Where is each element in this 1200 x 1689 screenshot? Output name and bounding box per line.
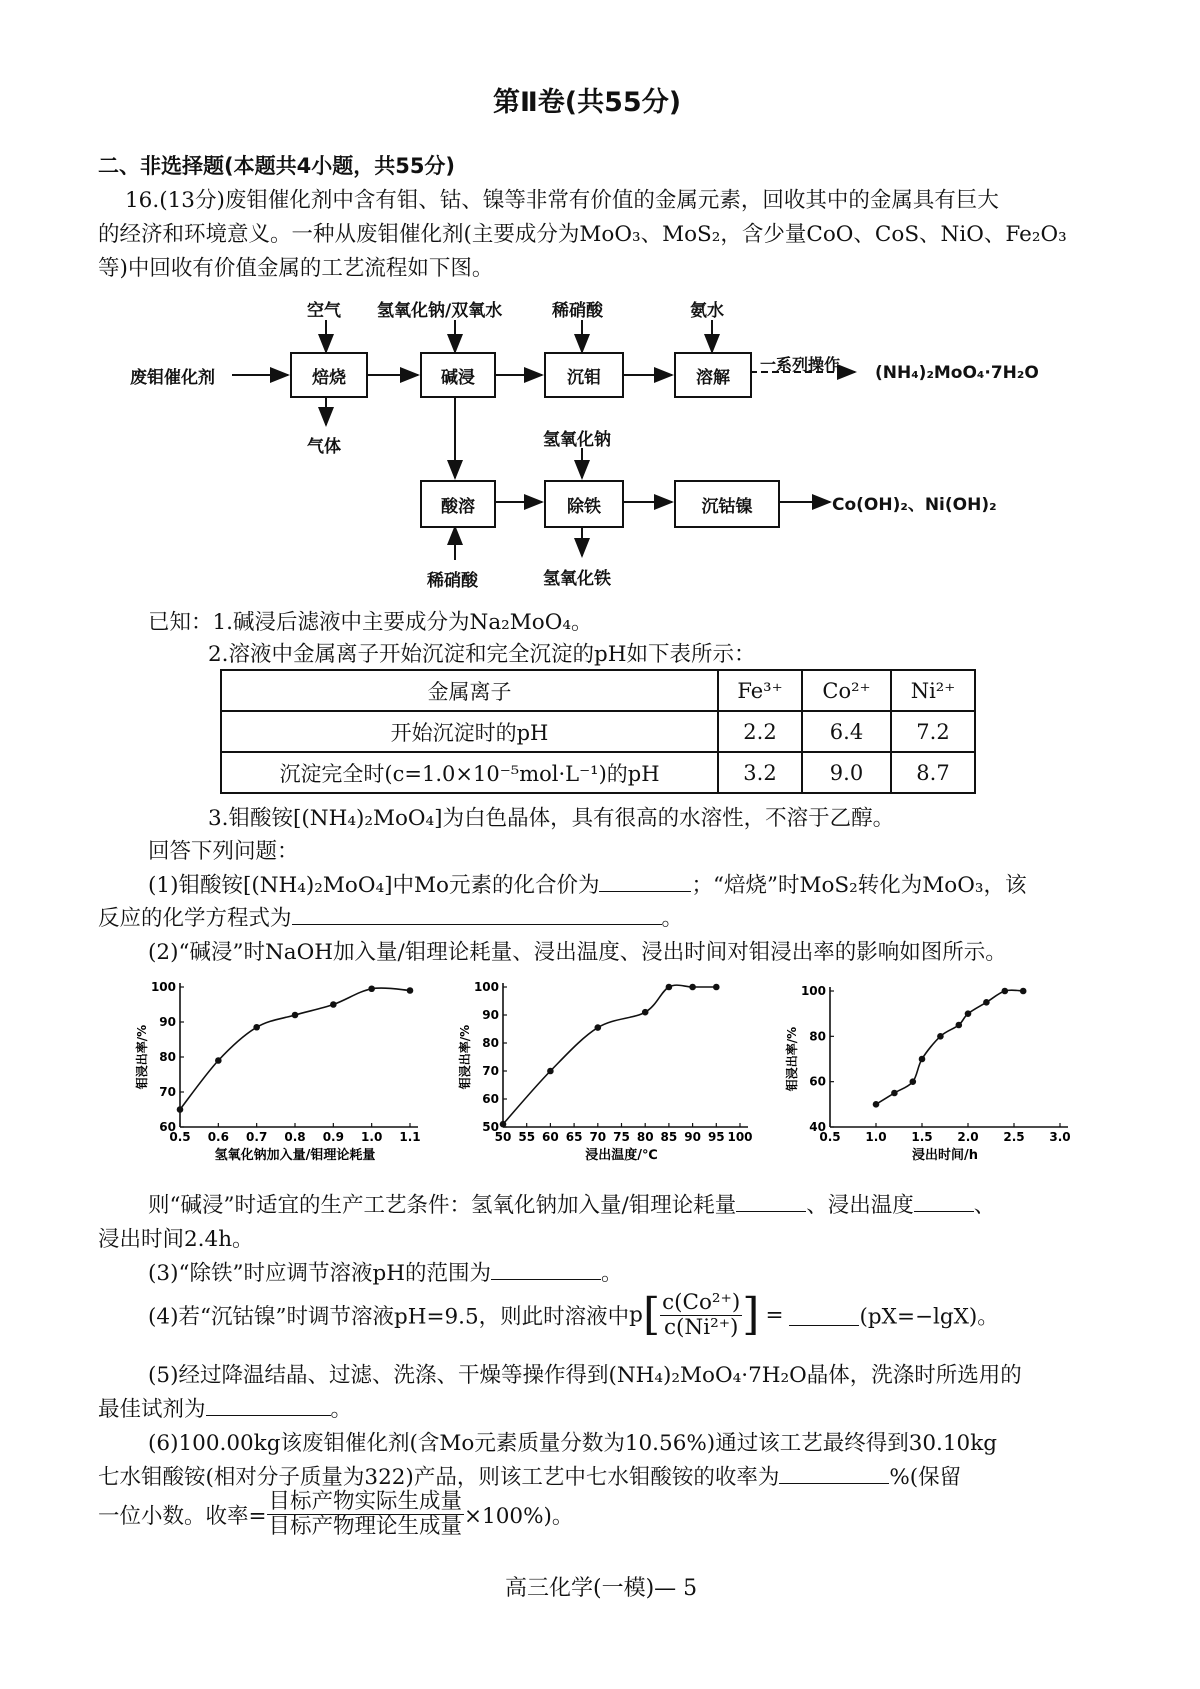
flow-box-alkali: 碱浸: [420, 352, 496, 398]
x-tick-label: 0.7: [246, 1130, 268, 1144]
data-point: [292, 1012, 299, 1019]
data-point: [910, 1078, 917, 1085]
question-3: [148, 1256, 622, 1287]
known-3: 3.钼酸铵[(NH₄)₂MoO₄]为白色晶体，具有很高的水溶性，不溶于乙醇。: [208, 806, 895, 831]
intro-line-2: 的经济和环境意义。一种从废钼催化剂(主要成分为MoO₃、MoS₂，含少量CoO、CoS、NiO、Fe₂O₃: [98, 222, 1067, 247]
q1-text-a: (1)钼酸铵[(NH₄)₂MoO₄]中Mo元素的化合价为: [148, 873, 600, 898]
flow-input: 废钼催化剂: [130, 368, 215, 388]
flow-product-coni: Co(OH)₂、Ni(OH)₂: [832, 495, 997, 515]
flow-naoh: 氢氧化钠: [543, 430, 611, 450]
x-tick-label: 3.0: [1049, 1130, 1071, 1144]
table-header-fe: Fe³⁺: [718, 670, 802, 711]
flow-naoh-h2o2: 氢氧化钠/双氧水: [377, 301, 503, 321]
table-header-ni: Ni²⁺: [891, 670, 975, 711]
x-tick-label: 1.1: [399, 1130, 421, 1144]
x-tick-label: 65: [565, 1130, 583, 1144]
x-axis-label: 氢氧化钠加入量/钼理论耗量: [214, 1148, 376, 1163]
y-axis-label: 钼浸出率/%: [785, 1026, 799, 1092]
question-6-line-3: [98, 1490, 573, 1539]
answer-blank-q1-valence[interactable]: [599, 871, 691, 892]
intro-line-3: 等)中回收有价值金属的工艺流程如下图。: [98, 256, 494, 281]
q1-text-b: ；“焙烧”时MoS₂转化为MoO₃，该: [691, 873, 1027, 898]
q3-text-b: 。: [600, 1261, 623, 1286]
x-tick-label: 80: [636, 1130, 654, 1144]
answer-prompt: 回答下列问题：: [148, 839, 299, 864]
question-1-line-2: [98, 901, 683, 932]
x-tick-label: 1.0: [865, 1130, 887, 1144]
q2-text-c: 、浸出温度: [806, 1193, 914, 1218]
leaching-charts: [0, 975, 1200, 1175]
y-tick-label: 90: [482, 1008, 499, 1022]
chart-temperature: [457, 980, 753, 1163]
table-cell: 沉淀完全时(c=1.0×10⁻⁵mol·L⁻¹)的pH: [221, 752, 718, 793]
data-point: [407, 987, 414, 994]
flow-box-mo-ppt: 沉钼: [544, 352, 624, 398]
series-line: [876, 990, 1023, 1104]
x-tick-label: 1.5: [911, 1130, 933, 1144]
data-point: [937, 1033, 944, 1040]
q2-text-b: 则“碱浸”时适宜的生产工艺条件：氢氧化钠加入量/钼理论耗量: [148, 1193, 737, 1218]
x-tick-label: 2.5: [1003, 1130, 1025, 1144]
y-tick-label: 50: [482, 1120, 499, 1134]
flow-fe-hydroxide: 氢氧化铁: [543, 569, 611, 589]
q5-text-b: 最佳试剂为: [98, 1397, 206, 1422]
question-5-line-2: [98, 1392, 352, 1423]
q6-text-d: 一位小数。收率=: [98, 1504, 267, 1529]
question-2: (2)“碱浸”时NaOH加入量/钼理论耗量、浸出温度、浸出时间对钼浸出率的影响如图所示。: [148, 940, 1007, 965]
table-row: [221, 752, 975, 793]
x-tick-label: 1.0: [361, 1130, 383, 1144]
yield-fraction: [267, 1490, 465, 1539]
x-tick-label: 50: [494, 1130, 512, 1144]
answer-blank-q4[interactable]: [789, 1305, 859, 1326]
flow-gas: 气体: [307, 437, 341, 457]
intro-line-1: 16.(13分)废钼催化剂中含有钼、钴、镍等非常有价值的金属元素，回收其中的金属具有巨大: [125, 188, 999, 213]
table-cell: 开始沉淀时的pH: [221, 711, 718, 752]
data-point: [253, 1024, 260, 1031]
yield-denominator: 目标产物理论生成量: [268, 1514, 463, 1539]
q6-text-b: 七水钼酸铵(相对分子质量为322)产品，则该工艺中七水钼酸铵的收率为: [98, 1465, 780, 1490]
flow-series-ops: 一系列操作: [760, 355, 841, 374]
data-point: [330, 1001, 337, 1008]
answer-blank-q1-equation[interactable]: [292, 904, 662, 925]
flow-box-roast: 焙烧: [290, 352, 368, 398]
y-tick-label: 100: [800, 984, 826, 998]
y-tick-label: 80: [159, 1050, 176, 1064]
y-axis-label: 钼浸出率/%: [458, 1024, 472, 1090]
answer-blank-q2-temp[interactable]: [914, 1191, 974, 1212]
data-point: [642, 1009, 649, 1016]
data-point: [177, 1106, 184, 1113]
x-axis-label: 浸出时间/h: [911, 1148, 979, 1163]
x-tick-label: 0.8: [284, 1130, 306, 1144]
answer-blank-q2-ratio[interactable]: [736, 1191, 806, 1212]
data-point: [956, 1022, 963, 1029]
y-tick-label: 60: [809, 1074, 826, 1089]
flow-product-mo: (NH₄)₂MoO₄·7H₂O: [875, 363, 1039, 383]
x-tick-label: 2.0: [957, 1130, 979, 1144]
q4-fraction: [660, 1291, 742, 1340]
chart-naoh-ratio: [134, 980, 421, 1163]
flow-box-acid: 酸溶: [420, 480, 496, 528]
flow-box-dissolve: 溶解: [674, 352, 752, 398]
answer-blank-q6[interactable]: [779, 1463, 889, 1484]
table-header-ion: 金属离子: [221, 670, 718, 711]
data-point: [595, 1024, 602, 1031]
x-tick-label: 0.5: [169, 1130, 191, 1144]
question-5-line-1: (5)经过降温结晶、过滤、洗涤、干燥等操作得到(NH₄)₂MoO₄·7H₂O晶体，洗涤时所选用的: [148, 1363, 1022, 1388]
y-tick-label: 100: [473, 980, 499, 994]
table-row: [221, 670, 975, 711]
y-tick-label: 70: [482, 1064, 499, 1078]
data-point: [689, 984, 696, 991]
x-tick-label: 90: [684, 1130, 701, 1144]
q4-text-a: (4)若“沉钴镍”时调节溶液pH=9.5，则此时溶液中: [148, 1304, 630, 1330]
x-tick-label: 0.9: [322, 1130, 344, 1144]
page-footer: 高三化学(一模)— 5: [505, 1576, 698, 1601]
data-point: [368, 985, 375, 992]
y-tick-label: 60: [482, 1092, 499, 1106]
y-tick-label: 60: [159, 1120, 176, 1134]
page-title: 第Ⅱ卷(共55分): [493, 87, 682, 118]
x-tick-label: 0.5: [819, 1130, 841, 1144]
table-cell: 6.4: [802, 711, 891, 752]
series-line: [503, 985, 716, 1124]
data-point: [547, 1068, 554, 1075]
flow-air: 空气: [307, 301, 341, 321]
x-tick-label: 0.6: [207, 1130, 229, 1144]
flow-hno3-bottom: 稀硝酸: [427, 571, 478, 591]
data-point: [983, 999, 990, 1006]
q4-numerator: c(Co²⁺): [662, 1289, 741, 1315]
q6-text-e: ×100%)。: [464, 1504, 574, 1529]
x-tick-label: 85: [660, 1130, 678, 1144]
answer-blank-q5[interactable]: [206, 1395, 331, 1416]
x-tick-label: 70: [589, 1130, 607, 1144]
y-axis-label: 钼浸出率/%: [135, 1024, 149, 1090]
q3-text-a: (3)“除铁”时应调节溶液pH的范围为: [148, 1261, 491, 1286]
table-cell: 3.2: [718, 752, 802, 793]
question-6-line-1: (6)100.00kg该废钼催化剂(含Mo元素质量分数为10.56%)通过该工艺最终得到30.10kg: [148, 1431, 998, 1456]
question-1-line-1: [148, 868, 1026, 899]
section-heading: 二、非选择题(本题共4小题，共55分): [98, 154, 456, 178]
q1-text-d: 。: [661, 906, 684, 931]
data-point: [215, 1057, 222, 1064]
x-tick-label: 60: [542, 1130, 559, 1144]
data-point: [873, 1101, 880, 1108]
y-tick-label: 100: [150, 980, 176, 994]
x-axis-label: 浸出温度/℃: [585, 1148, 658, 1163]
table-cell: 9.0: [802, 752, 891, 793]
data-point: [891, 1090, 898, 1097]
table-cell: 7.2: [891, 711, 975, 752]
flow-hno3-top: 稀硝酸: [552, 301, 603, 321]
question-2-conditions: [148, 1188, 995, 1219]
answer-blank-q3[interactable]: [491, 1259, 601, 1280]
y-tick-label: 80: [809, 1029, 826, 1044]
y-tick-label: 80: [482, 1036, 499, 1050]
ph-table: [220, 669, 976, 794]
data-point: [666, 984, 673, 991]
x-tick-label: 75: [613, 1130, 630, 1144]
question-6-line-2: [98, 1460, 961, 1491]
x-tick-label: 55: [518, 1130, 536, 1144]
data-point: [919, 1056, 926, 1063]
x-tick-label: 95: [707, 1130, 725, 1144]
table-header-co: Co²⁺: [802, 670, 891, 711]
y-tick-label: 70: [159, 1085, 176, 1099]
data-point: [713, 984, 720, 991]
flow-ammonia: 氨水: [690, 301, 724, 321]
q6-text-c: %(保留: [889, 1465, 962, 1490]
known-2: 2.溶液中金属离子开始沉淀和完全沉淀的pH如下表所示：: [208, 642, 756, 667]
flow-box-co-ni-ppt: 沉钴镍: [674, 480, 780, 528]
q2-text-d: 、: [973, 1193, 996, 1218]
table-row: [221, 711, 975, 752]
x-tick-label: 100: [727, 1130, 753, 1144]
q4-text-b: (pX=−lgX)。: [859, 1304, 999, 1330]
y-tick-label: 40: [809, 1120, 826, 1134]
q4-equals: =: [765, 1302, 784, 1328]
series-line: [180, 988, 410, 1109]
y-tick-label: 90: [159, 1015, 176, 1029]
data-point: [1020, 988, 1027, 995]
data-point: [965, 1010, 972, 1017]
table-cell: 2.2: [718, 711, 802, 752]
q5-text-c: 。: [330, 1397, 353, 1422]
table-cell: 8.7: [891, 752, 975, 793]
flow-box-fe-removal: 除铁: [544, 480, 624, 528]
known-1: 已知：1.碱浸后滤液中主要成分为Na₂MoO₄。: [148, 610, 593, 635]
question-4: (4)若“沉钴镍”时调节溶液pH=9.5，则此时溶液中p[ $\frac{\text{c(Co²⁺)}}{\text{c(Ni²⁺)}}$ ] = (pX=−lgX)。: [148, 1289, 999, 1340]
data-point: [1002, 988, 1009, 995]
q4-denominator: c(Ni²⁺): [663, 1314, 739, 1340]
chart-time: [784, 984, 1071, 1163]
q4-p-symbol: p: [629, 1302, 643, 1328]
question-2-time: 浸出时间2.4h。: [98, 1227, 254, 1252]
data-point: [500, 1121, 507, 1128]
yield-numerator: 目标产物实际生成量: [268, 1489, 463, 1514]
q1-text-c: 反应的化学方程式为: [98, 906, 292, 931]
